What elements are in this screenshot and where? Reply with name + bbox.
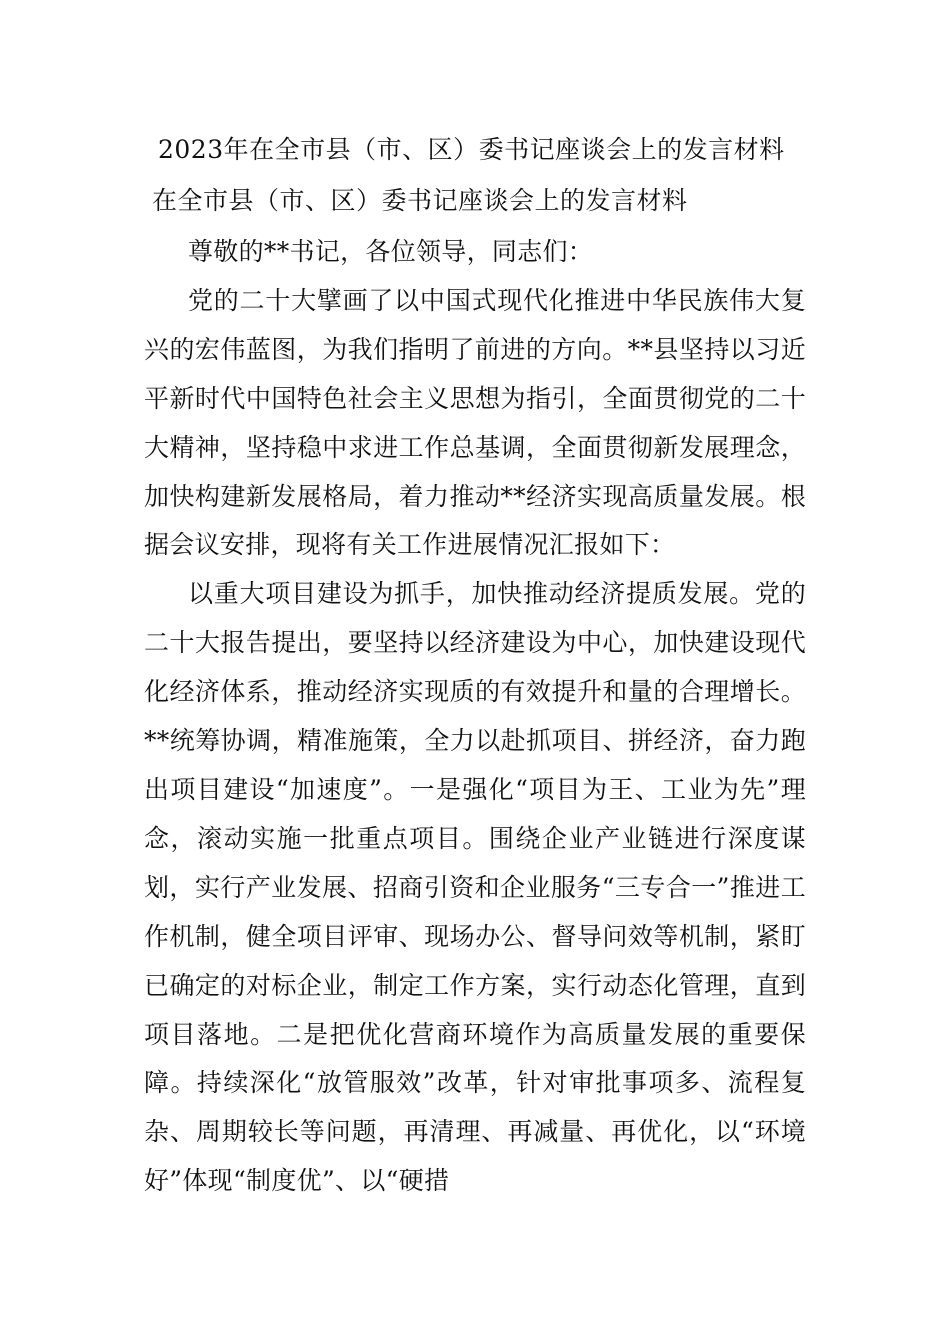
body-paragraph: 党的二十大擘画了以中国式现代化推进中华民族伟大复兴的宏伟蓝图，为我们指明了前进的方向。**县坚持以习近平新时代中国特色社会主义思想为指引，全面贯彻党的二十大精神，坚持稳中求进工作总基调，全面贯彻新发展理念，加快构建新发展格局，着力推动**经济实现高质量发展。根据会议安排，现将有关工作进展情况汇报如下： [144, 285, 806, 560]
greeting-paragraph: 尊敬的**书记，各位领导，同志们： [188, 237, 594, 266]
document-title: 2023年在全市县（市、区）委书记座谈会上的发言材料 [158, 135, 785, 164]
body-paragraph: 以重大项目建设为抓手，加快推动经济提质发展。党的二十大报告提出，要坚持以经济建设为中心，加快建设现代化经济体系，推动经济实现质的有效提升和量的合理增长。**统筹协调，精准施策，全力以赴抓项目、拼经济，奋力跑出项目建设“加速度”。一是强化“项目为王、工业为先”理念，滚动实施一批重点项目。围绕企业产业链进行深度谋划，实行产业发展、招商引资和企业服务“三专合一”推进工作机制，健全项目评审、现场办公、督导问效等机制，紧盯已确定的对标企业，制定工作方案，实行动态化管理，直到项目落地。二是把优化营商环境作为高质量发展的重要保障。持续深化“放管服效”改革，针对审批事项多、流程复杂、周期较长等问题，再清理、再减量、再优化，以“环境好”体现“制度优”、以“硬措 [144, 579, 806, 1196]
document-body [144, 228, 806, 1206]
document-subtitle: 在全市县（市、区）委书记座谈会上的发言材料 [152, 186, 688, 215]
